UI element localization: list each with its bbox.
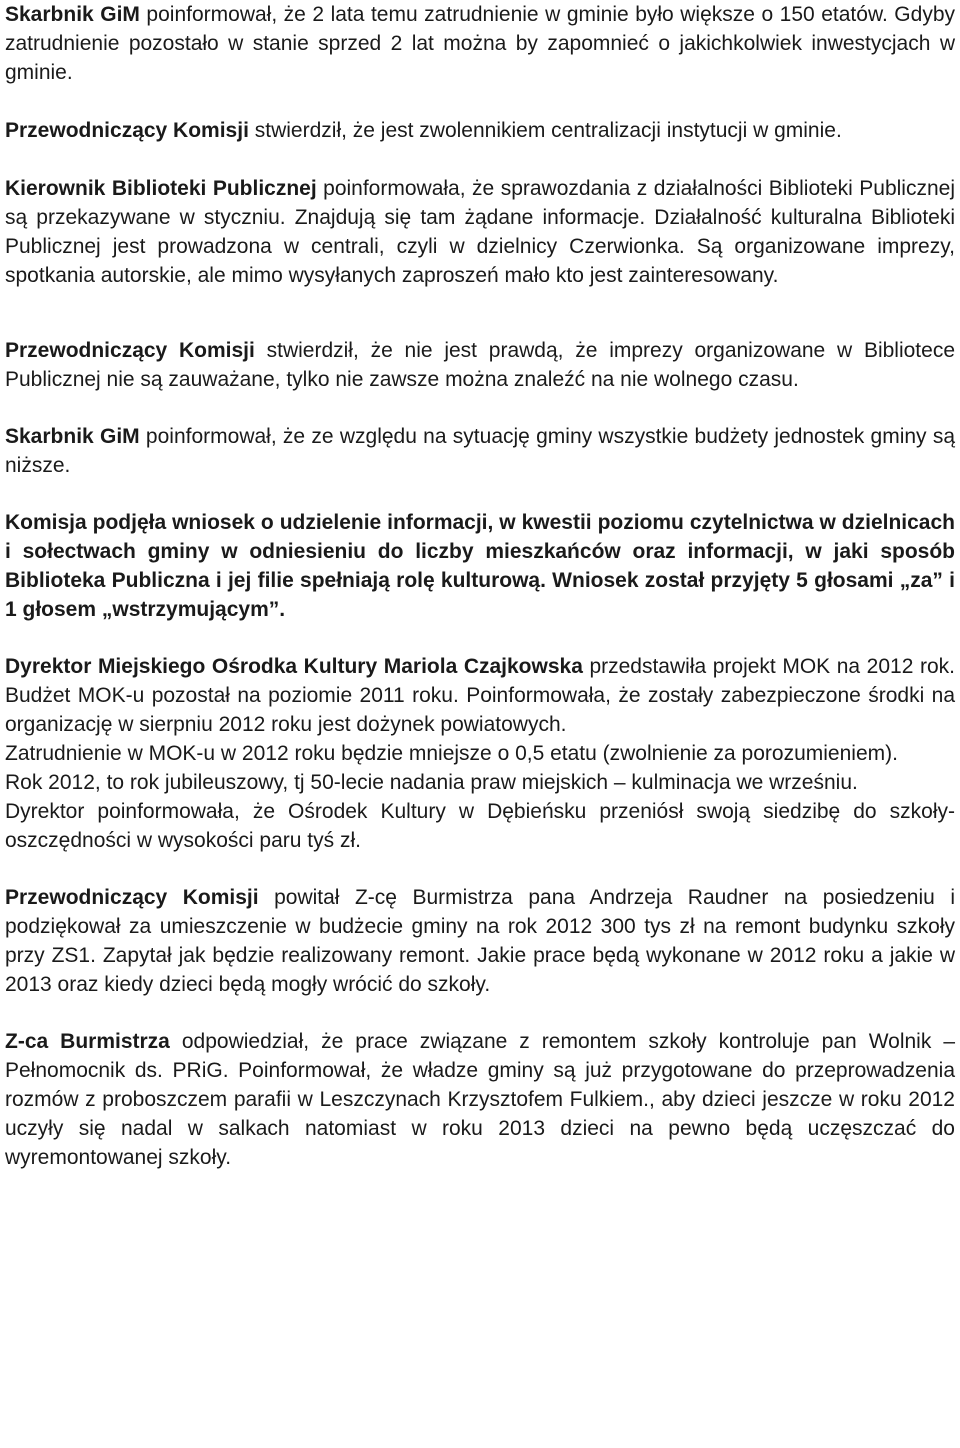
speaker-name: Przewodniczący Komisji	[5, 886, 259, 909]
speaker-name: Kierownik Biblioteki Publicznej	[5, 177, 317, 200]
paragraph-text: stwierdził, że nie jest prawdą, że imprezy organizowane w Bibliotece Publicznej nie są zauważane, tylko nie zawsze można znaleźć na nie wolnego czasu.	[5, 339, 955, 391]
paragraph-deputy-mayor	[5, 1027, 955, 1172]
paragraph-text: odpowiedział, że prace związane z remontem szkoły kontroluje pan Wolnik – Pełnomocnik ds. PRiG. Poinformował, że władze gminy są już przygotowane do przeprowadzenia rozmów z proboszczem parafii w Leszczynach Krzysztofem Fulkiem., aby dzieci jeszcze w roku 2012 uczyły się nadal w salkach natomiast w roku 2013 dzieci na pewno będą uczęszczać do wyremontowanej szkoły.	[5, 1030, 956, 1169]
paragraph-text: poinformowała, że sprawozdania z działalności Biblioteki Publicznej są przekazywane w styczniu. Znajdują się tam żądane informacje. Działalność kulturalna Biblioteki Publicznej jest prowadzona w centrali, czyli w dzielnicy Czerwionka. Są organizowane imprezy, spotkania autorskie, ale mimo wysyłanych zaproszeń mało kto jest zainteresowany.	[5, 177, 955, 287]
paragraph-chairman-school	[5, 883, 955, 999]
paragraph-text: poinformował, że ze względu na sytuację gminy wszystkie budżety jednostek gminy są niższe.	[5, 425, 955, 477]
paragraph-library-head	[5, 174, 955, 290]
paragraph-chairman-events	[5, 336, 955, 394]
paragraph-mok-director	[5, 652, 955, 739]
speaker-name: Skarbnik GiM	[5, 425, 140, 448]
speaker-name: Skarbnik GiM	[5, 3, 140, 26]
speaker-name: Dyrektor Miejskiego Ośrodka Kultury Mariola Czajkowska	[5, 655, 583, 678]
paragraph-skarbnik-budgets	[5, 422, 955, 480]
paragraph-text: powitał Z-cę Burmistrza pana Andrzeja Raudner na posiedzeniu i podziękował za umieszczenie w budżecie gminy na rok 2012 300 tys zł na remont budynku szkoły przy ZS1. Zapytał jak będzie realizowany remont. Jakie prace będą wykonane w 2012 roku a jakie w 2013 oraz kiedy dzieci będą mogły wrócić do szkoły.	[5, 886, 955, 996]
paragraph-commission-motion: Komisja podjęła wniosek o udzielenie informacji, w kwestii poziomu czytelnictwa w dzielnicach i sołectwach gminy w odniesieniu do liczby mieszkańców oraz informacji, w jaki sposób Biblioteka Publiczna i jej filie spełniają rolę kulturową. Wniosek został przyjęty 5 głosami „za” i 1 głosem „wstrzymującym”.	[5, 511, 955, 621]
speaker-name: Przewodniczący Komisji	[5, 339, 255, 362]
paragraph-text: stwierdził, że jest zwolennikiem centralizacji instytucji w gminie.	[248, 119, 842, 142]
paragraph-mok-employment: Zatrudnienie w MOK-u w 2012 roku będzie mniejsze o 0,5 etatu (zwolnienie za porozumieniem).	[5, 742, 898, 765]
paragraph-jubilee-year: Rok 2012, to rok jubileuszowy, tj 50-lecie nadania praw miejskich – kulminacja we wrześniu.	[5, 771, 858, 794]
paragraph-debiensk-center: Dyrektor poinformowała, że Ośrodek Kultury w Dębieńsku przeniósł swoją siedzibę do szkoły-oszczędności w wysokości paru tyś zł.	[5, 800, 955, 852]
paragraph-text: przedstawiła projekt MOK na 2012 rok. Budżet MOK-u pozostał na poziomie 2011 roku. Poinformowała, że zostały zabezpieczone środki na organizację w sierpniu 2012 roku jest dożynek powiatowych.	[5, 655, 955, 736]
speaker-name: Z-ca Burmistrza	[5, 1030, 170, 1053]
paragraph-text: poinformował, że 2 lata temu zatrudnienie w gminie było większe o 150 etatów. Gdyby zatrudnienie pozostało w stanie sprzed 2 lat można by zapomnieć o jakichkolwiek inwestycjach w gminie.	[5, 3, 955, 84]
paragraph-chairman-centralization	[5, 116, 955, 145]
paragraph-skarbnik-employment	[5, 0, 955, 87]
speaker-name: Przewodniczący Komisji	[5, 119, 249, 142]
